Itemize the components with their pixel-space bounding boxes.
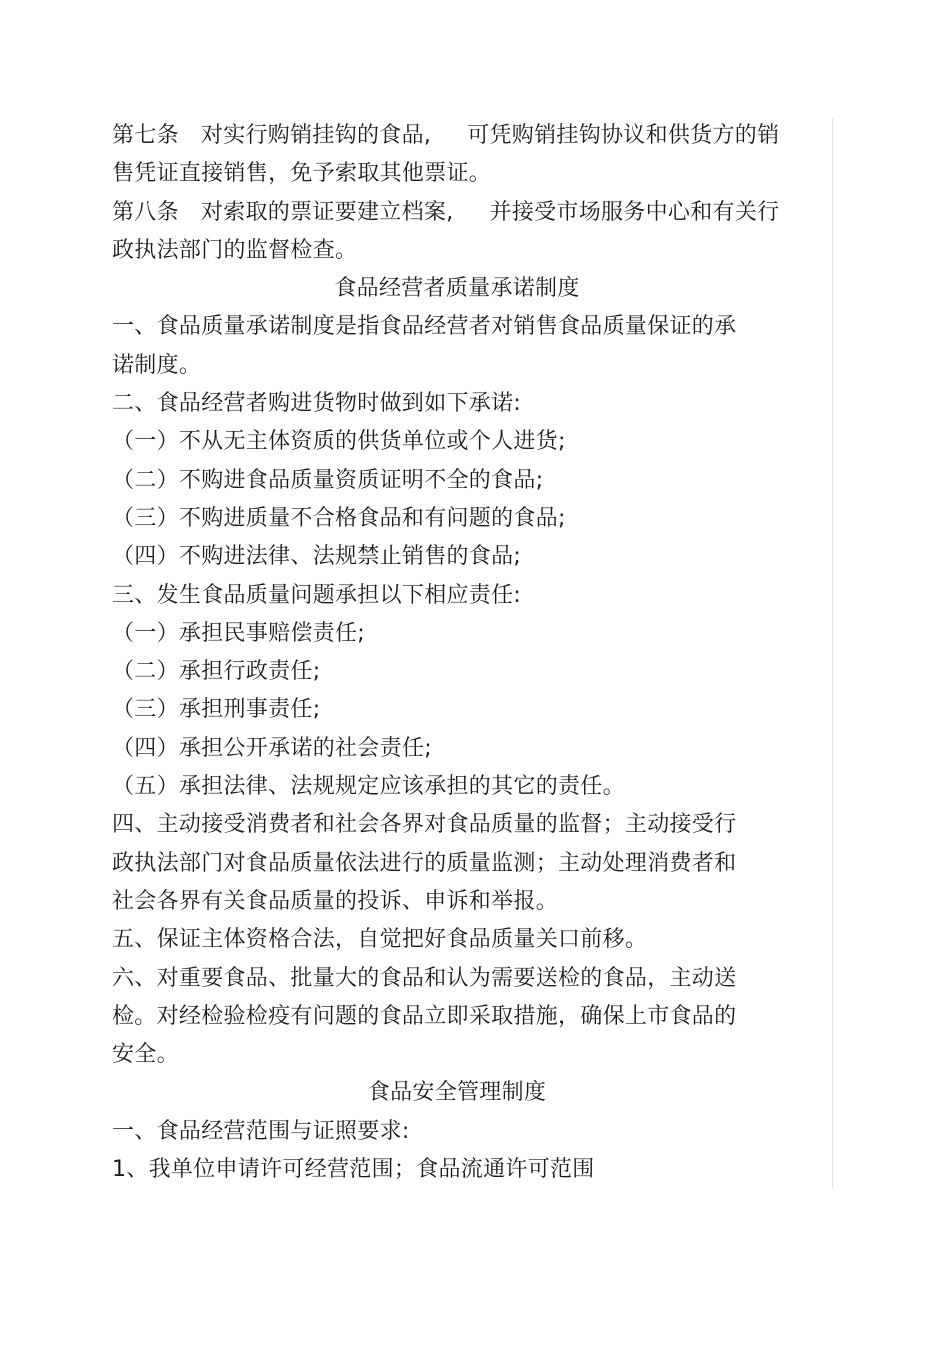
safety-item1: 一、食品经营范围与证照要求: [112,1118,410,1144]
quality-item1-line2: 诺制度。 [112,352,202,378]
quality-item6-line3: 安全。 [112,1042,179,1068]
quality-item4-line3: 社会各界有关食品质量的投诉、申诉和举报。 [112,888,559,914]
article8-label: 第八条 [112,199,179,225]
quality-item2-sub-4: （四）不购进法律、法规禁止销售的食品; [112,544,522,570]
quality-item3-sub-1: （一）承担民事赔偿责任; [112,620,366,646]
safety-item1-1: 1、我单位申请许可经营范围；食品流通许可范围 [112,1157,595,1183]
quality-item2: 二、食品经营者购进货物时做到如下承诺: [112,391,522,417]
quality-item6-line1: 六、对重要食品、批量大的食品和认为需要送检的食品，主动送 [112,965,737,991]
quality-item4-line1: 四、主动接受消费者和社会各界对食品质量的监督；主动接受行 [112,812,737,838]
quality-item2-sub-3: （三）不购进质量不合格食品和有问题的食品; [112,505,566,531]
article7-text-b: 可凭购销挂钩协议和供货方的销 [467,123,780,148]
quality-item1-line1: 一、食品质量承诺制度是指食品经营者对销售食品质量保证的承 [112,314,737,340]
quality-item2-sub-2: （二）不购进食品质量资质证明不全的食品; [112,467,544,493]
article7-line2: 售凭证直接销售，免予索取其他票证。 [112,161,492,187]
article8-line2: 政执法部门的监督检查。 [112,237,358,263]
document-body [112,117,812,1189]
quality-item3-sub-2: （二）承担行政责任; [112,659,321,685]
quality-item3-sub-5: （五）承担法律、法规规定应该承担的其它的责任。 [112,774,625,800]
article8-text-a: 对索取的票证要建立档案, [200,199,454,225]
quality-item2-sub-1: （一）不从无主体资质的供货单位或个人进货; [112,429,566,455]
article7-line1 [112,117,812,155]
article8-line1 [112,194,812,232]
quality-item3: 三、发生食品质量问题承担以下相应责任: [112,582,522,608]
quality-item5: 五、保证主体资格合法，自觉把好食品质量关口前移。 [112,927,648,953]
article7-text-a: 对实行购销挂钩的食品, [200,123,432,148]
article8-text-b: 并接受市场服务中心和有关行 [489,199,780,225]
quality-item6-line2: 检。对经检验检疫有问题的食品立即采取措施，确保上市食品的 [112,1003,737,1029]
quality-item3-sub-4: （四）承担公开承诺的社会责任; [112,735,432,761]
article7-label: 第七条 [112,123,179,148]
quality-item3-sub-3: （三）承担刑事责任; [112,697,321,723]
quality-item4-line2: 政执法部门对食品质量依法进行的质量监测；主动处理消费者和 [112,850,737,876]
quality-section-title: 食品经营者质量承诺制度 [334,276,580,302]
safety-section-title: 食品安全管理制度 [367,1080,547,1106]
page-margin-rule [832,118,833,1188]
